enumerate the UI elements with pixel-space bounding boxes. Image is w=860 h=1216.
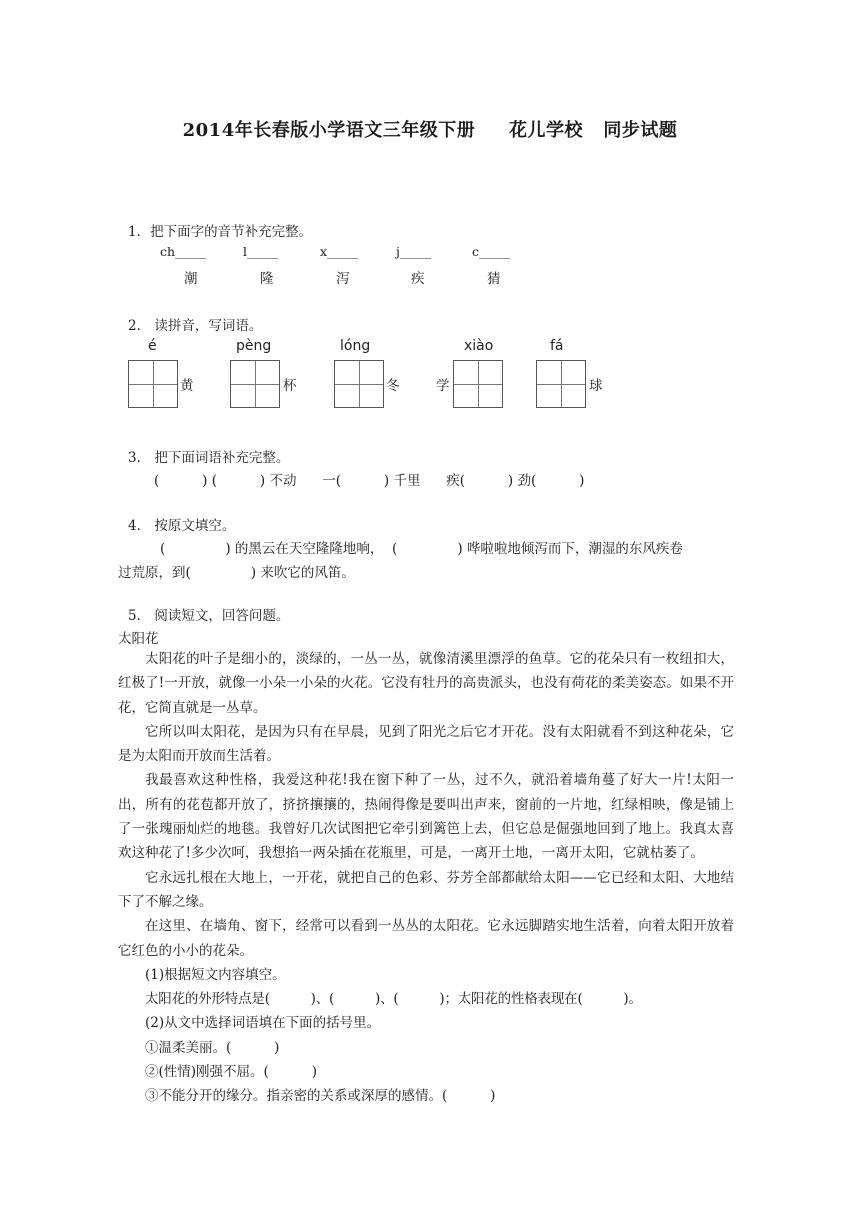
q3-prompt: 3． 把下面词语补充完整。 — [128, 450, 290, 466]
word-char: 杯 — [283, 378, 297, 394]
tianzige-box[interactable] — [453, 360, 503, 408]
tianzige-box[interactable] — [128, 360, 178, 408]
q1-char: 猜 — [487, 271, 501, 287]
tianzige-box[interactable] — [230, 360, 280, 408]
pinyin-label: pèng — [236, 338, 272, 354]
passage-title: 太阳花 — [118, 631, 159, 647]
sub-question-item: ②(性情)刚强不屈。( ) — [145, 1064, 317, 1081]
passage-paragraph: 它所以叫太阳花，是因为只有在早晨，见到了阳光之后它才开花。没有太阳就看不到这种花朵，它是为太阳而开放而生活着。 — [118, 723, 734, 765]
pinyin-label: xiào — [464, 338, 494, 354]
tianzige-row — [128, 338, 728, 414]
q1-char: 疾 — [411, 271, 425, 287]
sub-question-1-line: 太阳花的外形特点是( )、( )、( )；太阳花的性格表现在( )。 — [145, 991, 642, 1008]
q1-syllable: x_____ — [320, 244, 359, 259]
sub-question-2: (2)从文中选择词语填在下面的括号里。 — [145, 1015, 381, 1032]
passage-paragraph: 太阳花的叶子是细小的，淡绿的，一丛一丛，就像清溪里漂浮的鱼草。它的花朵只有一枚纽扣大，红极了!一开放，就像一小朵一小朵的火花。它没有牡丹的高贵派头，也没有荷花的柔美姿态。如果不开花，它简直就是一丛草。 — [118, 651, 734, 716]
q1-char: 泻 — [336, 271, 350, 287]
pinyin-label: fá — [550, 338, 564, 354]
word-char: 冬 — [386, 378, 400, 394]
q3-content: ( ) ( ) 不动 一( ) 千里 疾( ) 劲( ) — [154, 473, 585, 489]
q2-prompt: 2． 读拼音，写词语。 — [128, 318, 263, 334]
tianzige-box[interactable] — [536, 360, 586, 408]
word-char: 学 — [436, 378, 450, 394]
passage-paragraph: 我最喜欢这种性格，我爱这种花!我在窗下种了一丛，过不久，就沿着墙角蔓了好大一片!太阳一出，所有的花苞都开放了，挤挤攘攘的，热闹得像是要叫出声来，窗前的一片地，红绿相映，像是铺上了一张瑰丽灿烂的地毯。我曾好几次试图把它牵引到篱笆上去，但它总是倔强地回到了地上。我真太喜欢这种花了!多少次呵，我想掐一两朵插在花瓶里，可是，一离开土地，一离开太阳，它就枯萎了。 — [118, 772, 734, 862]
q1-syllable: ch_____ — [160, 244, 207, 259]
word-char: 黄 — [180, 378, 194, 394]
q1-syllable: c_____ — [472, 244, 511, 259]
q1-char: 潮 — [184, 271, 198, 287]
q4-line2: 过荒原，到( ) 来吹它的风笛。 — [118, 565, 355, 581]
sub-question-1: (1)根据短文内容填空。 — [145, 966, 286, 983]
passage-body — [118, 647, 734, 1109]
q1-char: 隆 — [260, 271, 274, 287]
q1-syllable: j_____ — [396, 244, 432, 259]
passage-paragraph: 在这里、在墙角、窗下，经常可以看到一丛丛的太阳花。它永远脚踏实地生活着，向着太阳开放着它红色的小小的花朵。 — [118, 918, 734, 959]
passage-paragraph: 它永远扎根在大地上，一开花，就把自己的色彩、芬芳全部都献给太阳——它已经和太阳、大地结下了不解之缘。 — [118, 869, 734, 910]
page-title: 2014年长春版小学语文三年级下册 花儿学校 同步试题 — [182, 120, 678, 141]
q1-prompt: 1．把下面字的音节补充完整。 — [128, 224, 313, 240]
q4-line1: ( ) 的黑云在天空隆隆地响， ( ) 哗啦啦地倾泻而下，潮湿的东风疾卷 — [160, 541, 683, 557]
q1-syllable: l_____ — [243, 244, 279, 259]
word-char: 球 — [589, 378, 603, 394]
q4-prompt: 4． 按原文填空。 — [128, 518, 236, 534]
pinyin-label: lóng — [340, 338, 371, 354]
pinyin-label: é — [148, 338, 157, 354]
q5-prompt: 5． 阅读短文，回答问题。 — [128, 608, 290, 624]
sub-question-item: ①温柔美丽。( ) — [145, 1039, 280, 1056]
sub-question-item: ③不能分开的缘分。指亲密的关系或深厚的感情。( ) — [145, 1088, 496, 1105]
tianzige-box[interactable] — [334, 360, 384, 408]
